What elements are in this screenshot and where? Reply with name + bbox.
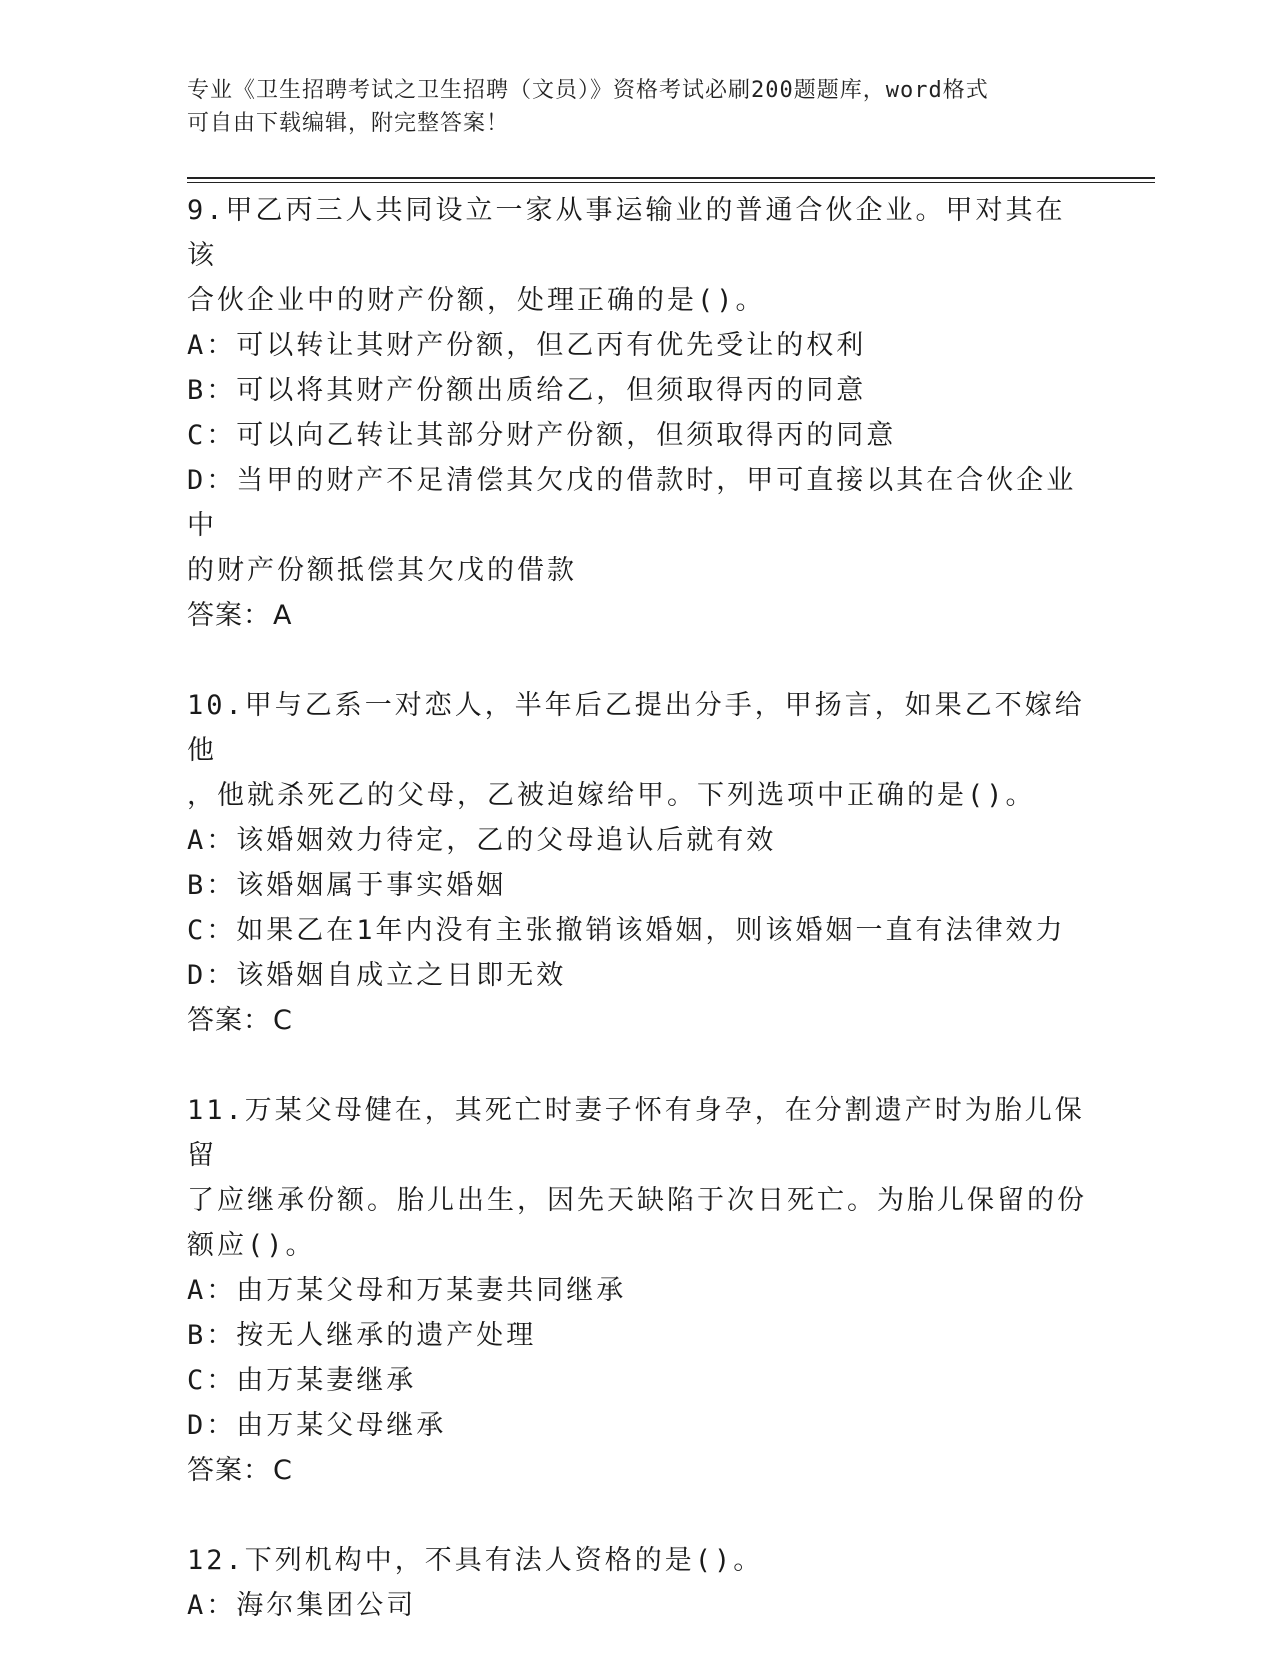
- option-b: B：按无人继承的遗产处理: [187, 1320, 537, 1351]
- answer-value: C: [273, 1005, 293, 1036]
- answer: [187, 998, 1087, 1043]
- answer-label: 答案：: [187, 1455, 271, 1486]
- option-d: D：当甲的财产不足清偿其欠戊的借款时，甲可直接以其在合伙企业中: [187, 465, 1077, 541]
- question-9: [187, 188, 1087, 638]
- option-b: B：可以将其财产份额出质给乙，但须取得丙的同意: [187, 375, 867, 406]
- header-title-line-2: 可自由下载编辑，附完整答案！: [187, 111, 510, 136]
- document-header: [187, 74, 1077, 140]
- question-stem-line: 了应继承份额。胎儿出生，因先天缺陷于次日死亡。为胎儿保留的份: [187, 1185, 1087, 1216]
- option-b: B：该婚姻属于事实婚姻: [187, 870, 507, 901]
- answer-value: C: [273, 1455, 293, 1486]
- option-a: A：海尔集团公司: [187, 1590, 417, 1621]
- option-a: A：可以转让其财产份额，但乙丙有优先受让的权利: [187, 330, 867, 361]
- option-d: D：该婚姻自成立之日即无效: [187, 960, 567, 991]
- answer-value: A: [273, 600, 293, 631]
- header-divider-thin: [187, 182, 1155, 183]
- option-d-continued: 的财产份额抵偿其欠戊的借款: [187, 555, 577, 586]
- question-stem-line: 合伙企业中的财产份额，处理正确的是()。: [187, 285, 766, 316]
- question-stem-line: 额应()。: [187, 1230, 316, 1261]
- question-stem-line: 9.甲乙丙三人共同设立一家从事运输业的普通合伙企业。甲对其在该: [187, 195, 1066, 271]
- option-a: A：该婚姻效力待定，乙的父母追认后就有效: [187, 825, 777, 856]
- question-stem-line: ，他就杀死乙的父母，乙被迫嫁给甲。下列选项中正确的是()。: [187, 780, 1036, 811]
- header-divider-thick: [187, 177, 1155, 179]
- option-d: D：由万某父母继承: [187, 1410, 447, 1441]
- header-title-line-1: 专业《卫生招聘考试之卫生招聘（文员）》资格考试必刷200题题库，word格式: [187, 78, 989, 103]
- question-stem-line: 11.万某父母健在，其死亡时妻子怀有身孕，在分割遗产时为胎儿保留: [187, 1095, 1085, 1171]
- question-12: [187, 1538, 1087, 1628]
- question-stem-line: 12.下列机构中，不具有法人资格的是()。: [187, 1545, 764, 1576]
- answer: [187, 1448, 1087, 1493]
- option-a: A：由万某父母和万某妻共同继承: [187, 1275, 627, 1306]
- option-c: C：可以向乙转让其部分财产份额，但须取得丙的同意: [187, 420, 897, 451]
- answer: [187, 593, 1087, 638]
- question-list: [187, 188, 1087, 1673]
- option-c: C：由万某妻继承: [187, 1365, 417, 1396]
- question-10: [187, 683, 1087, 1043]
- question-11: [187, 1088, 1087, 1493]
- answer-label: 答案：: [187, 1005, 271, 1036]
- option-c: C：如果乙在1年内没有主张撤销该婚姻，则该婚姻一直有法律效力: [187, 915, 1066, 946]
- question-stem-line: 10.甲与乙系一对恋人，半年后乙提出分手，甲扬言，如果乙不嫁给他: [187, 690, 1085, 766]
- answer-label: 答案：: [187, 600, 271, 631]
